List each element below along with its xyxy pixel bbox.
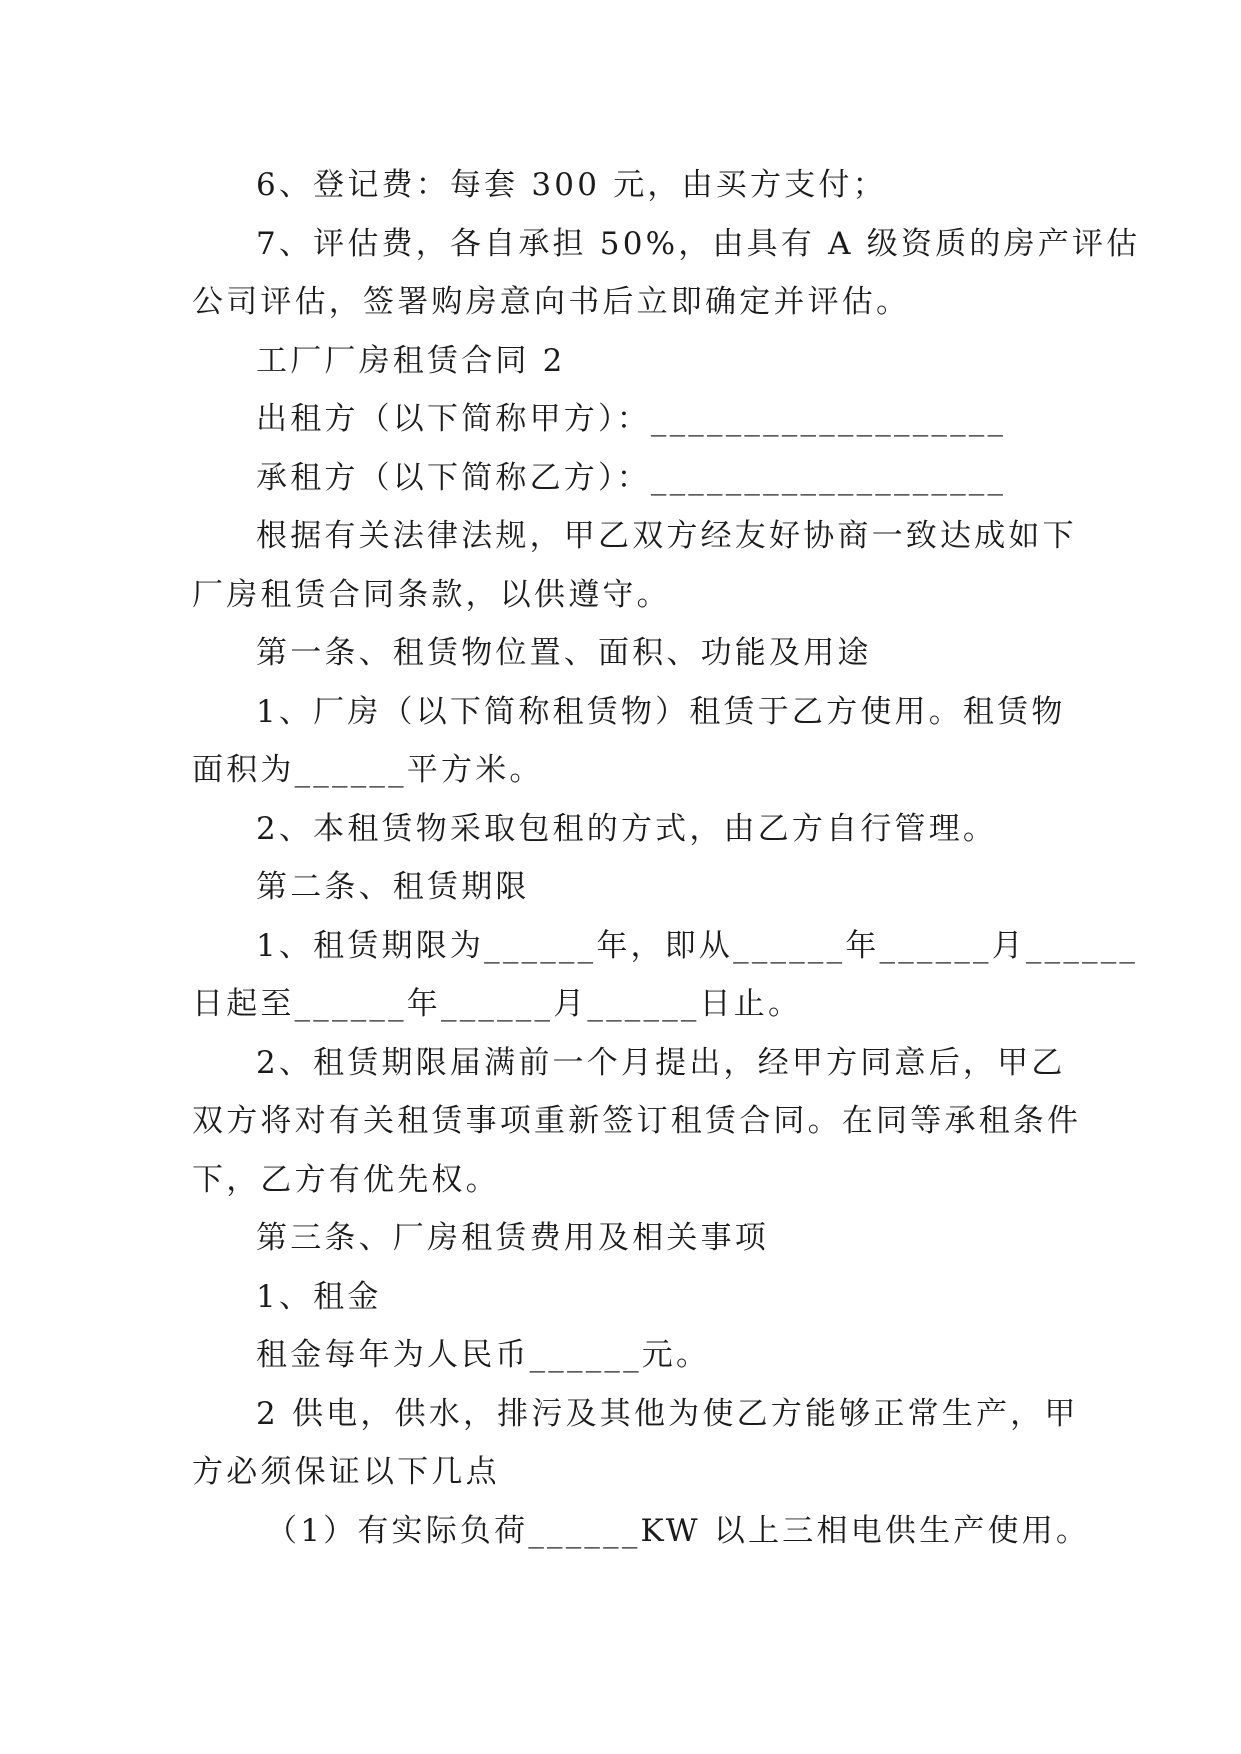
- text-line: 方必须保证以下几点: [192, 1454, 500, 1490]
- text-line: 1、厂房（以下简称租赁物）租赁于乙方使用。租赁物: [256, 693, 1066, 730]
- article-heading: 第二条、租赁期限: [256, 869, 530, 905]
- text-line: 2 供电，供水，排污及其他为使乙方能够正常生产，甲: [256, 1395, 1079, 1432]
- text-line: 日起至______年______月______日止。: [192, 986, 803, 1022]
- text-line: 下，乙方有优先权。: [192, 1161, 500, 1198]
- lessee-line: 承租方（以下简称乙方）：___________________: [256, 459, 1007, 496]
- text-line: 2、本租赁物采取包租的方式，由乙方自行管理。: [256, 810, 998, 847]
- text-line: 厂房租赁合同条款，以供遵守。: [192, 576, 671, 613]
- text-line: 双方将对有关租赁事项重新签订租赁合同。在同等承租条件: [192, 1103, 1082, 1139]
- text-line: 7、评估费，各自承担 50%，由具有 A 级资质的房产评估: [256, 225, 1141, 262]
- article-heading: 第一条、租赁物位置、面积、功能及用途: [256, 635, 872, 671]
- text-line: 根据有关法律法规，甲乙双方经友好协商一致达成如下: [256, 518, 1077, 554]
- contract-title: 工厂厂房租赁合同 2: [256, 342, 566, 379]
- text-line: 1、租金: [256, 1278, 382, 1315]
- text-line: 租金每年为人民币______元。: [256, 1337, 711, 1373]
- text-line: （1）有实际负荷______KW 以上三相电供生产使用。: [266, 1512, 1091, 1549]
- document-body: [192, 156, 1141, 1560]
- text-line: 2、租赁期限届满前一个月提出，经甲方同意后，甲乙: [256, 1044, 1066, 1081]
- text-line: 6、登记费：每套 300 元，由买方支付；: [256, 167, 887, 203]
- text-line: 面积为______平方米。: [192, 752, 544, 788]
- article-heading: 第三条、厂房租赁费用及相关事项: [256, 1220, 769, 1256]
- text-line: 1、租赁期限为______年，即从______年______月______: [256, 927, 1139, 964]
- lessor-line: 出租方（以下简称甲方）：___________________: [256, 401, 1007, 437]
- text-line: 公司评估，签署购房意向书后立即确定并评估。: [192, 284, 911, 320]
